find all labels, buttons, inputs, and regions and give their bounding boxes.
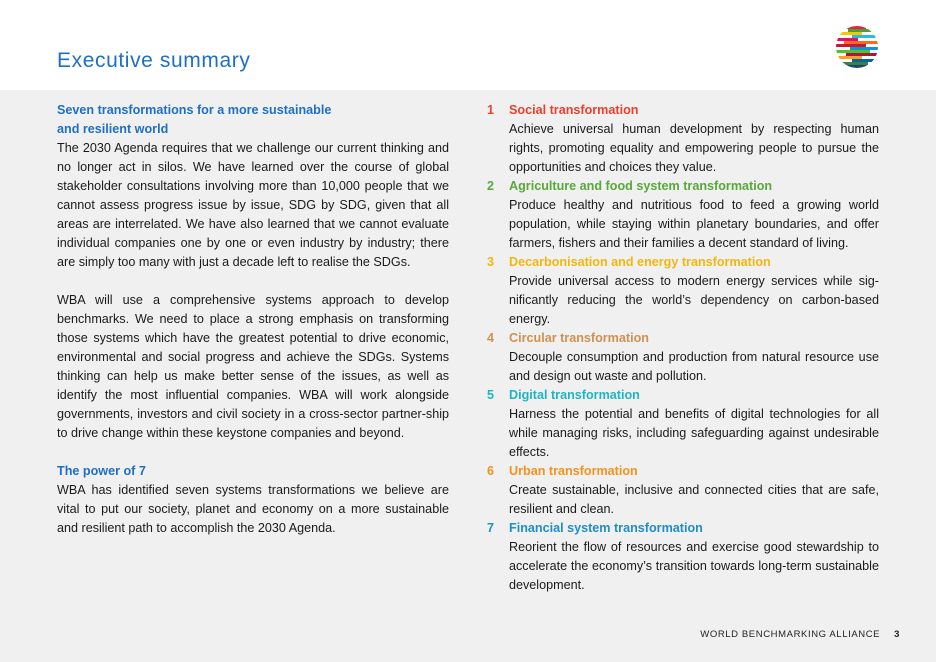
footer-org-name: WORLD BENCHMARKING ALLIANCE bbox=[700, 629, 881, 640]
transformation-item-2 bbox=[487, 177, 879, 253]
item-number: 6 bbox=[487, 464, 495, 478]
transformation-item-1 bbox=[487, 101, 879, 177]
item-title: Decarbonisation and energy transformation bbox=[509, 255, 771, 269]
item-description: Create sustainable, inclusive and connected cities that are safe, resilient and clean. bbox=[509, 483, 879, 516]
item-title: Digital transformation bbox=[509, 388, 640, 402]
heading-line-1: Seven transformations for a more sustainable bbox=[57, 103, 332, 117]
item-number: 2 bbox=[487, 179, 495, 193]
item-title: Circular transformation bbox=[509, 331, 649, 345]
item-number: 4 bbox=[487, 331, 495, 345]
heading-line-2: and resilient world bbox=[57, 122, 169, 136]
item-number: 3 bbox=[487, 255, 495, 269]
transformation-item-6 bbox=[487, 462, 879, 519]
sdg-globe-logo bbox=[834, 24, 880, 70]
item-number: 7 bbox=[487, 521, 495, 535]
intro-column bbox=[57, 101, 449, 538]
transformation-item-3 bbox=[487, 253, 879, 329]
intro-paragraph-2: WBA will use a comprehensive systems approach to develop benchmarks. We need to place a strong emphasis on transforming those systems which have the greatest potential to drive economic, environmental and social progress and achieve the SDGs. Systems thinking can help us make better sense of the issues, as well as identify the most influential companies. WBA will work alongside governments, investors and civil society in a cross-sector partner-ship to drive change within these keystone companies and beyond. bbox=[57, 293, 449, 440]
item-title: Agriculture and food system transformation bbox=[509, 179, 773, 193]
transformation-item-4 bbox=[487, 329, 879, 386]
page-number: 3 bbox=[894, 629, 900, 640]
item-description: Harness the potential and benefits of digital technologies for all while managing risks, including safeguarding against undesirable effects. bbox=[509, 407, 879, 459]
section-heading-transformations bbox=[57, 101, 449, 139]
item-number: 1 bbox=[487, 103, 495, 117]
transformations-list bbox=[487, 101, 879, 595]
section-heading-power-of-7: The power of 7 bbox=[57, 464, 146, 478]
item-title: Urban transformation bbox=[509, 464, 638, 478]
intro-paragraph-3: WBA has identified seven systems transformations we believe are vital to put our society, planet and economy on a more sustainable and resilient path to accomplish the 2030 Agenda. bbox=[57, 483, 449, 535]
transformation-item-5 bbox=[487, 386, 879, 462]
item-description: Achieve universal human development by respecting human rights, promoting equality and empowering people to pursue the opportunities and choices they value. bbox=[509, 122, 879, 174]
page-footer bbox=[700, 629, 900, 640]
intro-paragraph-1: The 2030 Agenda requires that we challenge our current thinking and no longer act in silos. We have learned over the course of global stakeholder consultations involving more than 10,000 people that we cannot assess progress issue by issue, SDG by SDG, given that all areas are interrelated. We have also learned that we cannot evaluate individual companies one by one or even industry by industry; there are simply too many with just a decade left to realise the SDGs. bbox=[57, 141, 449, 269]
page-title: Executive summary bbox=[57, 49, 251, 72]
item-number: 5 bbox=[487, 388, 495, 402]
item-description: Produce healthy and nutritious food to feed a growing world population, while staying within planetary boundaries, and offer farmers, fishers and their families a decent standard of living. bbox=[509, 198, 879, 250]
item-title: Social transformation bbox=[509, 103, 639, 117]
page-header bbox=[0, 0, 936, 90]
item-description: Reorient the flow of resources and exercise good stewardship to accelerate the economy’s transition towards long-term sustainable development. bbox=[509, 540, 879, 592]
transformation-item-7 bbox=[487, 519, 879, 595]
item-description: Provide universal access to modern energy services while sig-nificantly reducing the world’s dependency on carbon-based energy. bbox=[509, 274, 879, 326]
item-description: Decouple consumption and production from natural resource use and design out waste and pollution. bbox=[509, 350, 879, 383]
item-title: Financial system transformation bbox=[509, 521, 703, 535]
